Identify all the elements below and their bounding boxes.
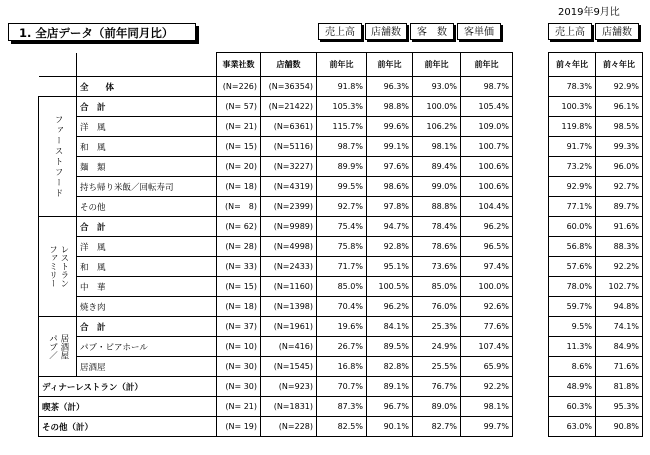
cell-stores-2y: 102.7% bbox=[596, 277, 643, 297]
cell-companies: (N= 21) bbox=[217, 117, 261, 137]
cell-customers: 106.2% bbox=[413, 117, 461, 137]
cell-stores: (N=21422) bbox=[261, 97, 317, 117]
cell-stores: (N=1545) bbox=[261, 357, 317, 377]
cell-sales: 75.8% bbox=[317, 237, 367, 257]
cell-companies: (N= 10) bbox=[217, 337, 261, 357]
cell-sales: 98.7% bbox=[317, 137, 367, 157]
table-row bbox=[549, 397, 643, 417]
row-label: その他 bbox=[77, 197, 217, 217]
table-row bbox=[39, 237, 513, 257]
cell-companies: (N= 21) bbox=[217, 397, 261, 417]
cell-stores-2y: 74.1% bbox=[596, 317, 643, 337]
cell-storeRatio: 90.1% bbox=[367, 417, 413, 437]
cell-customers: 76.7% bbox=[413, 377, 461, 397]
cell-customers: 73.6% bbox=[413, 257, 461, 277]
cell-sales-2y: 60.0% bbox=[549, 217, 596, 237]
group-fast-food: ファーストフード bbox=[53, 114, 64, 199]
cell-sales-2y: 11.3% bbox=[549, 337, 596, 357]
cell-sales-2y: 60.3% bbox=[549, 397, 596, 417]
cell-storeRatio: 98.6% bbox=[367, 177, 413, 197]
table-row bbox=[39, 157, 513, 177]
cell-stores-2y: 92.7% bbox=[596, 177, 643, 197]
cell-sales-2y: 78.0% bbox=[549, 277, 596, 297]
cell-stores-2y: 84.9% bbox=[596, 337, 643, 357]
cell-sales-2y: 92.9% bbox=[549, 177, 596, 197]
cell-unitPrice: 96.2% bbox=[461, 217, 513, 237]
cell-sales: 92.7% bbox=[317, 197, 367, 217]
cell-stores-2y: 92.9% bbox=[596, 77, 643, 97]
cell-sales-2y: 73.2% bbox=[549, 157, 596, 177]
table-row bbox=[39, 297, 513, 317]
cell-sales: 71.7% bbox=[317, 257, 367, 277]
cell-stores: (N=1831) bbox=[261, 397, 317, 417]
cell-sales: 19.6% bbox=[317, 317, 367, 337]
cell-stores: (N=1961) bbox=[261, 317, 317, 337]
cell-stores: (N=1160) bbox=[261, 277, 317, 297]
row-label: 持ち帰り米飯／回転寿司 bbox=[77, 177, 217, 197]
header-yoy-sales: 前年比 bbox=[317, 53, 367, 77]
cell-unitPrice: 97.4% bbox=[461, 257, 513, 277]
table-row bbox=[39, 397, 513, 417]
cell-sales: 91.8% bbox=[317, 77, 367, 97]
table-row bbox=[549, 137, 643, 157]
cell-stores: (N=923) bbox=[261, 377, 317, 397]
cell-storeRatio: 97.8% bbox=[367, 197, 413, 217]
cell-sales-2y: 91.7% bbox=[549, 137, 596, 157]
cell-stores-2y: 96.0% bbox=[596, 157, 643, 177]
legend-customers: 客 数 bbox=[410, 23, 454, 40]
cell-sales: 75.4% bbox=[317, 217, 367, 237]
cell-stores-2y: 89.7% bbox=[596, 197, 643, 217]
header-companies: 事業社数 bbox=[217, 53, 261, 77]
cell-customers: 82.7% bbox=[413, 417, 461, 437]
table-row bbox=[549, 177, 643, 197]
row-label: 和 風 bbox=[77, 257, 217, 277]
row-label: 麺 類 bbox=[77, 157, 217, 177]
table-row bbox=[39, 337, 513, 357]
table-row bbox=[39, 97, 513, 117]
row-label: 全 体 bbox=[77, 77, 217, 97]
table-row bbox=[549, 317, 643, 337]
table-row bbox=[39, 417, 513, 437]
cell-sales-2y: 8.6% bbox=[549, 357, 596, 377]
cell-companies: (N= 62) bbox=[217, 217, 261, 237]
cell-stores-2y: 81.8% bbox=[596, 377, 643, 397]
cell-stores-2y: 92.2% bbox=[596, 257, 643, 277]
cell-customers: 99.0% bbox=[413, 177, 461, 197]
cell-stores-2y: 91.6% bbox=[596, 217, 643, 237]
cell-companies: (N= 15) bbox=[217, 137, 261, 157]
header-prev2-sales: 前々年比 bbox=[549, 53, 596, 77]
cell-storeRatio: 97.6% bbox=[367, 157, 413, 177]
cell-unitPrice: 92.2% bbox=[461, 377, 513, 397]
cell-unitPrice: 96.5% bbox=[461, 237, 513, 257]
cell-sales-2y: 56.8% bbox=[549, 237, 596, 257]
cell-stores-2y: 99.3% bbox=[596, 137, 643, 157]
cell-sales: 115.7% bbox=[317, 117, 367, 137]
row-label: 洋 風 bbox=[77, 237, 217, 257]
cell-storeRatio: 100.5% bbox=[367, 277, 413, 297]
cell-storeRatio: 84.1% bbox=[367, 317, 413, 337]
table-row bbox=[39, 137, 513, 157]
table-row bbox=[549, 77, 643, 97]
cell-sales-2y: 100.3% bbox=[549, 97, 596, 117]
cell-unitPrice: 107.4% bbox=[461, 337, 513, 357]
cell-unitPrice: 100.7% bbox=[461, 137, 513, 157]
cell-sales: 16.8% bbox=[317, 357, 367, 377]
cell-stores: (N=6361) bbox=[261, 117, 317, 137]
report-date: 2019年9月比 bbox=[558, 7, 620, 18]
cell-sales-2y: 77.1% bbox=[549, 197, 596, 217]
table-row bbox=[549, 157, 643, 177]
table-row bbox=[39, 357, 513, 377]
cell-storeRatio: 96.2% bbox=[367, 297, 413, 317]
cell-companies: (N= 28) bbox=[217, 237, 261, 257]
cell-sales-2y: 9.5% bbox=[549, 317, 596, 337]
cell-customers: 24.9% bbox=[413, 337, 461, 357]
table-row bbox=[39, 277, 513, 297]
table-row bbox=[39, 377, 513, 397]
row-label: 焼き肉 bbox=[77, 297, 217, 317]
cell-stores-2y: 90.8% bbox=[596, 417, 643, 437]
cell-stores: (N=9989) bbox=[261, 217, 317, 237]
cell-sales: 99.5% bbox=[317, 177, 367, 197]
cell-customers: 78.6% bbox=[413, 237, 461, 257]
cell-unitPrice: 100.6% bbox=[461, 157, 513, 177]
cell-stores: (N=416) bbox=[261, 337, 317, 357]
cell-stores-2y: 71.6% bbox=[596, 357, 643, 377]
cell-companies: (N= 57) bbox=[217, 97, 261, 117]
cell-stores: (N=2399) bbox=[261, 197, 317, 217]
cell-unitPrice: 77.6% bbox=[461, 317, 513, 337]
table-row bbox=[549, 257, 643, 277]
table-row bbox=[549, 357, 643, 377]
header-yoy-unit-price: 前年比 bbox=[461, 53, 513, 77]
cell-customers: 88.8% bbox=[413, 197, 461, 217]
table-row bbox=[39, 77, 513, 97]
legend-sales-2y: 売上高 bbox=[548, 23, 592, 40]
table-row bbox=[549, 337, 643, 357]
table-row bbox=[39, 197, 513, 217]
cell-stores: (N=5116) bbox=[261, 137, 317, 157]
cell-storeRatio: 95.1% bbox=[367, 257, 413, 277]
two-year-table bbox=[548, 52, 643, 437]
cell-stores: (N=4998) bbox=[261, 237, 317, 257]
group-family-b: レストラン bbox=[58, 245, 69, 288]
cell-companies: (N= 33) bbox=[217, 257, 261, 277]
main-data-table bbox=[38, 52, 513, 437]
row-label: 合 計 bbox=[77, 217, 217, 237]
table-row bbox=[549, 197, 643, 217]
cell-storeRatio: 89.1% bbox=[367, 377, 413, 397]
table-row bbox=[549, 297, 643, 317]
cell-storeRatio: 96.3% bbox=[367, 77, 413, 97]
table-row bbox=[549, 277, 643, 297]
cell-stores: (N=36354) bbox=[261, 77, 317, 97]
cell-unitPrice: 92.6% bbox=[461, 297, 513, 317]
table-row bbox=[549, 417, 643, 437]
cell-customers: 98.1% bbox=[413, 137, 461, 157]
row-label: パブ・ビアホール bbox=[77, 337, 217, 357]
cell-stores-2y: 95.3% bbox=[596, 397, 643, 417]
table-row bbox=[549, 217, 643, 237]
cell-stores: (N=228) bbox=[261, 417, 317, 437]
row-label: 喫茶（計） bbox=[39, 397, 217, 417]
table-row bbox=[39, 257, 513, 277]
cell-companies: (N= 18) bbox=[217, 177, 261, 197]
header-yoy-customers: 前年比 bbox=[413, 53, 461, 77]
cell-sales-2y: 63.0% bbox=[549, 417, 596, 437]
row-label: ディナーレストラン（計） bbox=[39, 377, 217, 397]
cell-customers: 25.5% bbox=[413, 357, 461, 377]
table-row bbox=[39, 317, 513, 337]
cell-storeRatio: 89.5% bbox=[367, 337, 413, 357]
cell-storeRatio: 98.8% bbox=[367, 97, 413, 117]
cell-customers: 78.4% bbox=[413, 217, 461, 237]
cell-customers: 25.3% bbox=[413, 317, 461, 337]
cell-sales: 87.3% bbox=[317, 397, 367, 417]
group-family-a: ファミリー bbox=[47, 245, 58, 288]
table-row bbox=[549, 97, 643, 117]
table-row bbox=[549, 117, 643, 137]
cell-sales: 70.7% bbox=[317, 377, 367, 397]
cell-unitPrice: 98.1% bbox=[461, 397, 513, 417]
cell-unitPrice: 99.7% bbox=[461, 417, 513, 437]
cell-companies: (N= 20) bbox=[217, 157, 261, 177]
cell-unitPrice: 98.7% bbox=[461, 77, 513, 97]
cell-sales: 70.4% bbox=[317, 297, 367, 317]
cell-companies: (N= 37) bbox=[217, 317, 261, 337]
cell-sales-2y: 48.9% bbox=[549, 377, 596, 397]
cell-companies: (N= 18) bbox=[217, 297, 261, 317]
cell-unitPrice: 100.6% bbox=[461, 177, 513, 197]
cell-sales-2y: 57.6% bbox=[549, 257, 596, 277]
legend-unit-price: 客単価 bbox=[457, 23, 501, 40]
cell-unitPrice: 65.9% bbox=[461, 357, 513, 377]
cell-stores: (N=4319) bbox=[261, 177, 317, 197]
cell-storeRatio: 92.8% bbox=[367, 237, 413, 257]
header-yoy-stores: 前年比 bbox=[367, 53, 413, 77]
cell-stores-2y: 96.1% bbox=[596, 97, 643, 117]
cell-storeRatio: 96.7% bbox=[367, 397, 413, 417]
group-pub-b: 居酒屋 bbox=[58, 333, 69, 360]
cell-unitPrice: 100.0% bbox=[461, 277, 513, 297]
cell-stores: (N=3227) bbox=[261, 157, 317, 177]
table-row bbox=[39, 217, 513, 237]
row-label: 洋 風 bbox=[77, 117, 217, 137]
cell-unitPrice: 109.0% bbox=[461, 117, 513, 137]
row-label: 和 風 bbox=[77, 137, 217, 157]
cell-sales: 26.7% bbox=[317, 337, 367, 357]
cell-stores: (N=2433) bbox=[261, 257, 317, 277]
cell-unitPrice: 105.4% bbox=[461, 97, 513, 117]
cell-companies: (N= 19) bbox=[217, 417, 261, 437]
cell-storeRatio: 99.6% bbox=[367, 117, 413, 137]
cell-customers: 89.4% bbox=[413, 157, 461, 177]
column-legend-main bbox=[318, 23, 504, 40]
cell-companies: (N= 30) bbox=[217, 357, 261, 377]
cell-companies: (N= 15) bbox=[217, 277, 261, 297]
cell-companies: (N=226) bbox=[217, 77, 261, 97]
cell-companies: (N= 30) bbox=[217, 377, 261, 397]
row-label: 合 計 bbox=[77, 97, 217, 117]
cell-storeRatio: 94.7% bbox=[367, 217, 413, 237]
column-legend-right bbox=[548, 23, 642, 40]
table-row bbox=[549, 377, 643, 397]
cell-customers: 76.0% bbox=[413, 297, 461, 317]
cell-sales: 85.0% bbox=[317, 277, 367, 297]
cell-customers: 93.0% bbox=[413, 77, 461, 97]
table-row bbox=[39, 117, 513, 137]
cell-customers: 85.0% bbox=[413, 277, 461, 297]
cell-customers: 100.0% bbox=[413, 97, 461, 117]
cell-sales: 105.3% bbox=[317, 97, 367, 117]
legend-sales: 売上高 bbox=[318, 23, 362, 40]
table-row bbox=[549, 237, 643, 257]
cell-sales-2y: 119.8% bbox=[549, 117, 596, 137]
cell-customers: 89.0% bbox=[413, 397, 461, 417]
section-title: 1. 全店データ（前年同月比） bbox=[8, 23, 196, 41]
header-stores: 店舗数 bbox=[261, 53, 317, 77]
cell-sales-2y: 59.7% bbox=[549, 297, 596, 317]
cell-storeRatio: 99.1% bbox=[367, 137, 413, 157]
cell-storeRatio: 82.8% bbox=[367, 357, 413, 377]
cell-unitPrice: 104.4% bbox=[461, 197, 513, 217]
cell-sales: 89.9% bbox=[317, 157, 367, 177]
cell-stores-2y: 98.5% bbox=[596, 117, 643, 137]
cell-stores-2y: 94.8% bbox=[596, 297, 643, 317]
group-pub-a: パブ／ bbox=[47, 333, 58, 360]
legend-stores: 店舗数 bbox=[365, 23, 407, 40]
table-row bbox=[39, 177, 513, 197]
row-label: 中 華 bbox=[77, 277, 217, 297]
row-label: その他（計） bbox=[39, 417, 217, 437]
row-label: 居酒屋 bbox=[77, 357, 217, 377]
cell-companies: (N= 8) bbox=[217, 197, 261, 217]
cell-sales: 82.5% bbox=[317, 417, 367, 437]
header-prev2-stores: 前々年比 bbox=[596, 53, 643, 77]
cell-stores: (N=1398) bbox=[261, 297, 317, 317]
row-label: 合 計 bbox=[77, 317, 217, 337]
cell-stores-2y: 88.3% bbox=[596, 237, 643, 257]
cell-sales-2y: 78.3% bbox=[549, 77, 596, 97]
legend-stores-2y: 店舗数 bbox=[595, 23, 639, 40]
